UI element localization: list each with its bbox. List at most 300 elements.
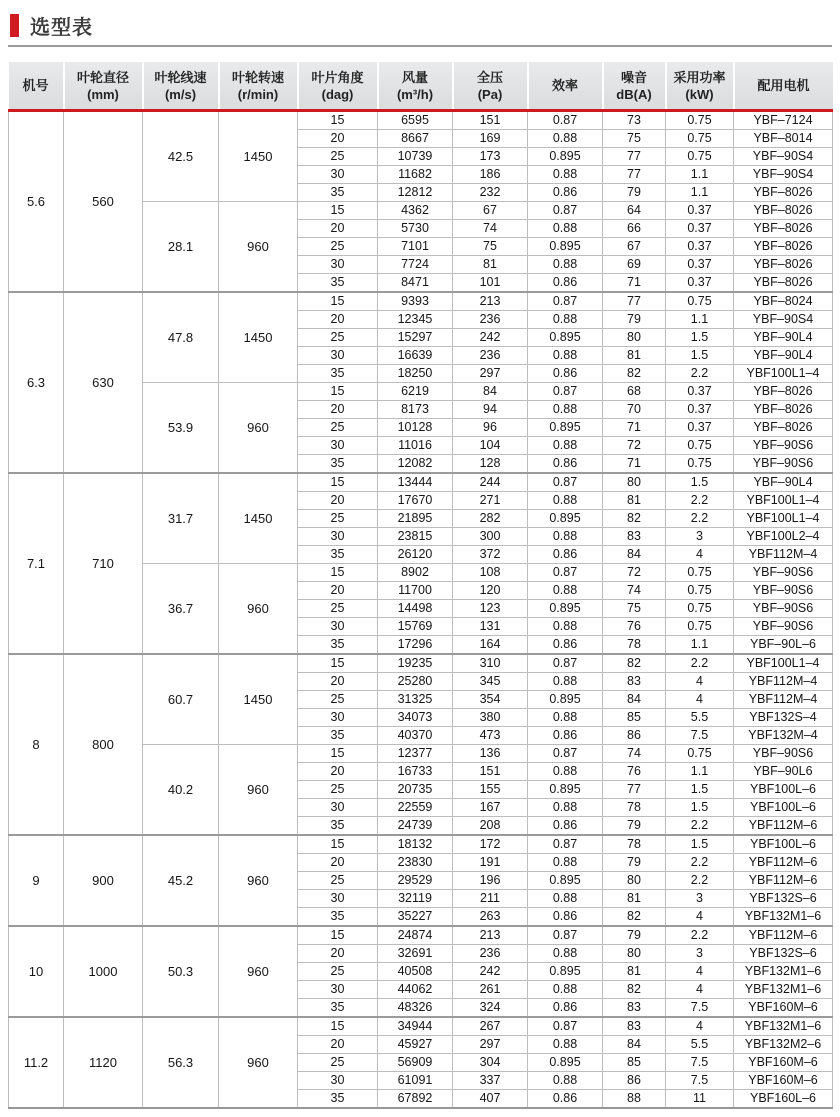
- blade-angle-cell: 35: [298, 184, 378, 202]
- blade-angle-cell: 15: [298, 564, 378, 582]
- power-cell: 0.75: [666, 130, 734, 148]
- noise-cell: 71: [603, 455, 666, 474]
- table-row: [9, 835, 833, 854]
- blade-angle-cell: 20: [298, 854, 378, 872]
- efficiency-cell: 0.86: [528, 184, 603, 202]
- blade-angle-cell: 15: [298, 202, 378, 220]
- air-flow-cell: 7724: [378, 256, 453, 274]
- col-header-blade-angle: 叶片角度 (dag): [298, 62, 378, 111]
- motor-cell: YBF–8026: [734, 383, 833, 401]
- power-cell: 0.37: [666, 256, 734, 274]
- noise-cell: 83: [603, 999, 666, 1018]
- efficiency-cell: 0.895: [528, 781, 603, 799]
- col-header-power: 采用功率 (kW): [666, 62, 734, 111]
- table-row: [9, 926, 833, 945]
- noise-cell: 64: [603, 202, 666, 220]
- air-flow-cell: 8471: [378, 274, 453, 293]
- blade-angle-cell: 30: [298, 1072, 378, 1090]
- efficiency-cell: 0.86: [528, 817, 603, 836]
- efficiency-cell: 0.86: [528, 727, 603, 745]
- power-cell: 0.75: [666, 600, 734, 618]
- efficiency-cell: 0.87: [528, 473, 603, 492]
- motor-cell: YBF100L1–4: [734, 365, 833, 383]
- efficiency-cell: 0.895: [528, 872, 603, 890]
- total-pressure-cell: 186: [453, 166, 528, 184]
- col-header-noise: 噪音 dB(A): [603, 62, 666, 111]
- power-cell: 2.2: [666, 492, 734, 510]
- selection-table-wrap: [8, 62, 832, 1109]
- noise-cell: 81: [603, 492, 666, 510]
- motor-cell: YBF–90S6: [734, 455, 833, 474]
- power-cell: 1.1: [666, 184, 734, 202]
- noise-cell: 84: [603, 1036, 666, 1054]
- power-cell: 1.1: [666, 311, 734, 329]
- blade-angle-cell: 25: [298, 691, 378, 709]
- power-cell: 1.5: [666, 835, 734, 854]
- efficiency-cell: 0.88: [528, 256, 603, 274]
- air-flow-cell: 23815: [378, 528, 453, 546]
- blade-angle-cell: 15: [298, 654, 378, 673]
- col-header-total-pressure: 全压 (Pa): [453, 62, 528, 111]
- air-flow-cell: 7101: [378, 238, 453, 256]
- line-speed-cell: 53.9: [143, 383, 219, 474]
- table-row: [9, 292, 833, 311]
- rotation-speed-cell: 960: [219, 1017, 298, 1108]
- air-flow-cell: 18250: [378, 365, 453, 383]
- efficiency-cell: 0.88: [528, 709, 603, 727]
- power-cell: 0.37: [666, 202, 734, 220]
- motor-cell: YBF–8026: [734, 256, 833, 274]
- total-pressure-cell: 128: [453, 455, 528, 474]
- total-pressure-cell: 211: [453, 890, 528, 908]
- power-cell: 0.75: [666, 148, 734, 166]
- efficiency-cell: 0.895: [528, 419, 603, 437]
- noise-cell: 83: [603, 528, 666, 546]
- efficiency-cell: 0.86: [528, 365, 603, 383]
- air-flow-cell: 40508: [378, 963, 453, 981]
- section-title: [10, 12, 832, 38]
- motor-cell: YBF–8026: [734, 401, 833, 419]
- table-row: [9, 111, 833, 130]
- motor-cell: YBF–90S4: [734, 311, 833, 329]
- blade-angle-cell: 25: [298, 872, 378, 890]
- blade-angle-cell: 35: [298, 636, 378, 655]
- machine-no-cell: 9: [9, 835, 64, 926]
- noise-cell: 86: [603, 727, 666, 745]
- blade-angle-cell: 20: [298, 130, 378, 148]
- air-flow-cell: 21895: [378, 510, 453, 528]
- blade-angle-cell: 30: [298, 618, 378, 636]
- rotation-speed-cell: 1450: [219, 111, 298, 202]
- total-pressure-cell: 169: [453, 130, 528, 148]
- impeller-diameter-cell: 800: [64, 654, 143, 835]
- total-pressure-cell: 310: [453, 654, 528, 673]
- power-cell: 0.75: [666, 618, 734, 636]
- motor-cell: YBF100L1–4: [734, 510, 833, 528]
- air-flow-cell: 32691: [378, 945, 453, 963]
- efficiency-cell: 0.87: [528, 111, 603, 130]
- air-flow-cell: 6595: [378, 111, 453, 130]
- efficiency-cell: 0.88: [528, 166, 603, 184]
- air-flow-cell: 61091: [378, 1072, 453, 1090]
- motor-cell: YBF112M–6: [734, 872, 833, 890]
- air-flow-cell: 35227: [378, 908, 453, 927]
- air-flow-cell: 44062: [378, 981, 453, 999]
- col-header-rotation-speed: 叶轮转速 (r/min): [219, 62, 298, 111]
- noise-cell: 80: [603, 945, 666, 963]
- motor-cell: YBF132M1–6: [734, 908, 833, 927]
- noise-cell: 80: [603, 329, 666, 347]
- total-pressure-cell: 236: [453, 347, 528, 365]
- motor-cell: YBF112M–4: [734, 691, 833, 709]
- efficiency-cell: 0.86: [528, 455, 603, 474]
- line-speed-cell: 60.7: [143, 654, 219, 745]
- total-pressure-cell: 75: [453, 238, 528, 256]
- power-cell: 1.5: [666, 473, 734, 492]
- noise-cell: 85: [603, 709, 666, 727]
- total-pressure-cell: 244: [453, 473, 528, 492]
- motor-cell: YBF132M2–6: [734, 1036, 833, 1054]
- noise-cell: 84: [603, 691, 666, 709]
- power-cell: 0.37: [666, 401, 734, 419]
- total-pressure-cell: 196: [453, 872, 528, 890]
- blade-angle-cell: 20: [298, 673, 378, 691]
- noise-cell: 81: [603, 963, 666, 981]
- machine-no-cell: 10: [9, 926, 64, 1017]
- air-flow-cell: 12082: [378, 455, 453, 474]
- col-header-machine-no: 机号: [9, 62, 64, 111]
- air-flow-cell: 18132: [378, 835, 453, 854]
- total-pressure-cell: 213: [453, 926, 528, 945]
- total-pressure-cell: 267: [453, 1017, 528, 1036]
- blade-angle-cell: 25: [298, 963, 378, 981]
- motor-cell: YBF–90S6: [734, 437, 833, 455]
- total-pressure-cell: 407: [453, 1090, 528, 1109]
- power-cell: 1.1: [666, 763, 734, 781]
- table-body: [9, 111, 833, 1109]
- power-cell: 0.37: [666, 220, 734, 238]
- total-pressure-cell: 380: [453, 709, 528, 727]
- machine-no-cell: 6.3: [9, 292, 64, 473]
- motor-cell: YBF–8014: [734, 130, 833, 148]
- blade-angle-cell: 15: [298, 835, 378, 854]
- line-speed-cell: 28.1: [143, 202, 219, 293]
- motor-cell: YBF132M1–6: [734, 963, 833, 981]
- motor-cell: YBF–90L4: [734, 473, 833, 492]
- efficiency-cell: 0.86: [528, 636, 603, 655]
- blade-angle-cell: 35: [298, 999, 378, 1018]
- efficiency-cell: 0.895: [528, 963, 603, 981]
- total-pressure-cell: 297: [453, 365, 528, 383]
- red-accent-bar: [10, 14, 19, 37]
- table-row: [9, 654, 833, 673]
- efficiency-cell: 0.895: [528, 148, 603, 166]
- motor-cell: YBF–90L–6: [734, 636, 833, 655]
- motor-cell: YBF–90S6: [734, 618, 833, 636]
- motor-cell: YBF132S–4: [734, 709, 833, 727]
- efficiency-cell: 0.88: [528, 528, 603, 546]
- col-header-line-speed: 叶轮线速 (m/s): [143, 62, 219, 111]
- blade-angle-cell: 35: [298, 1090, 378, 1109]
- blade-angle-cell: 20: [298, 492, 378, 510]
- efficiency-cell: 0.895: [528, 329, 603, 347]
- air-flow-cell: 12345: [378, 311, 453, 329]
- blade-angle-cell: 35: [298, 817, 378, 836]
- power-cell: 0.37: [666, 419, 734, 437]
- power-cell: 4: [666, 981, 734, 999]
- power-cell: 3: [666, 945, 734, 963]
- air-flow-cell: 15297: [378, 329, 453, 347]
- air-flow-cell: 24874: [378, 926, 453, 945]
- power-cell: 2.2: [666, 817, 734, 836]
- blade-angle-cell: 30: [298, 981, 378, 999]
- noise-cell: 77: [603, 781, 666, 799]
- machine-no-cell: 5.6: [9, 111, 64, 293]
- air-flow-cell: 16639: [378, 347, 453, 365]
- motor-cell: YBF160M–6: [734, 1072, 833, 1090]
- noise-cell: 80: [603, 473, 666, 492]
- power-cell: 4: [666, 908, 734, 927]
- efficiency-cell: 0.88: [528, 1036, 603, 1054]
- efficiency-cell: 0.88: [528, 401, 603, 419]
- motor-cell: YBF–8026: [734, 419, 833, 437]
- air-flow-cell: 31325: [378, 691, 453, 709]
- total-pressure-cell: 232: [453, 184, 528, 202]
- power-cell: 0.37: [666, 238, 734, 256]
- power-cell: 2.2: [666, 510, 734, 528]
- air-flow-cell: 67892: [378, 1090, 453, 1109]
- total-pressure-cell: 136: [453, 745, 528, 763]
- rotation-speed-cell: 960: [219, 926, 298, 1017]
- motor-cell: YBF112M–4: [734, 673, 833, 691]
- power-cell: 0.75: [666, 437, 734, 455]
- efficiency-cell: 0.87: [528, 745, 603, 763]
- motor-cell: YBF100L1–4: [734, 654, 833, 673]
- power-cell: 3: [666, 890, 734, 908]
- rotation-speed-cell: 1450: [219, 292, 298, 383]
- power-cell: 11: [666, 1090, 734, 1109]
- noise-cell: 79: [603, 926, 666, 945]
- efficiency-cell: 0.87: [528, 564, 603, 582]
- blade-angle-cell: 20: [298, 401, 378, 419]
- motor-cell: YBF112M–4: [734, 546, 833, 564]
- air-flow-cell: 45927: [378, 1036, 453, 1054]
- motor-cell: YBF–90L6: [734, 763, 833, 781]
- noise-cell: 76: [603, 763, 666, 781]
- motor-cell: YBF–90L4: [734, 329, 833, 347]
- air-flow-cell: 5730: [378, 220, 453, 238]
- blade-angle-cell: 30: [298, 166, 378, 184]
- noise-cell: 81: [603, 347, 666, 365]
- noise-cell: 78: [603, 799, 666, 817]
- impeller-diameter-cell: 630: [64, 292, 143, 473]
- total-pressure-cell: 173: [453, 148, 528, 166]
- air-flow-cell: 8667: [378, 130, 453, 148]
- line-speed-cell: 40.2: [143, 745, 219, 836]
- line-speed-cell: 45.2: [143, 835, 219, 926]
- blade-angle-cell: 20: [298, 582, 378, 600]
- blade-angle-cell: 20: [298, 945, 378, 963]
- power-cell: 5.5: [666, 709, 734, 727]
- power-cell: 2.2: [666, 872, 734, 890]
- noise-cell: 82: [603, 365, 666, 383]
- line-speed-cell: 56.3: [143, 1017, 219, 1108]
- noise-cell: 69: [603, 256, 666, 274]
- noise-cell: 81: [603, 890, 666, 908]
- impeller-diameter-cell: 900: [64, 835, 143, 926]
- total-pressure-cell: 236: [453, 311, 528, 329]
- blade-angle-cell: 20: [298, 311, 378, 329]
- noise-cell: 71: [603, 419, 666, 437]
- noise-cell: 78: [603, 636, 666, 655]
- blade-angle-cell: 25: [298, 148, 378, 166]
- total-pressure-cell: 263: [453, 908, 528, 927]
- air-flow-cell: 11682: [378, 166, 453, 184]
- efficiency-cell: 0.88: [528, 618, 603, 636]
- power-cell: 2.2: [666, 926, 734, 945]
- air-flow-cell: 25280: [378, 673, 453, 691]
- noise-cell: 83: [603, 1017, 666, 1036]
- air-flow-cell: 26120: [378, 546, 453, 564]
- noise-cell: 78: [603, 835, 666, 854]
- blade-angle-cell: 25: [298, 1054, 378, 1072]
- efficiency-cell: 0.88: [528, 1072, 603, 1090]
- power-cell: 0.75: [666, 292, 734, 311]
- motor-cell: YBF–8026: [734, 184, 833, 202]
- total-pressure-cell: 271: [453, 492, 528, 510]
- total-pressure-cell: 131: [453, 618, 528, 636]
- machine-no-cell: 11.2: [9, 1017, 64, 1108]
- noise-cell: 74: [603, 745, 666, 763]
- total-pressure-cell: 297: [453, 1036, 528, 1054]
- power-cell: 0.75: [666, 745, 734, 763]
- impeller-diameter-cell: 1000: [64, 926, 143, 1017]
- machine-no-cell: 8: [9, 654, 64, 835]
- impeller-diameter-cell: 560: [64, 111, 143, 293]
- power-cell: 0.75: [666, 564, 734, 582]
- blade-angle-cell: 25: [298, 238, 378, 256]
- blade-angle-cell: 15: [298, 292, 378, 311]
- noise-cell: 72: [603, 564, 666, 582]
- power-cell: 0.37: [666, 383, 734, 401]
- air-flow-cell: 6219: [378, 383, 453, 401]
- total-pressure-cell: 151: [453, 111, 528, 130]
- air-flow-cell: 40370: [378, 727, 453, 745]
- total-pressure-cell: 473: [453, 727, 528, 745]
- col-header-efficiency: 效率: [528, 62, 603, 111]
- line-speed-cell: 31.7: [143, 473, 219, 564]
- total-pressure-cell: 261: [453, 981, 528, 999]
- power-cell: 4: [666, 963, 734, 981]
- motor-cell: YBF–90L4: [734, 347, 833, 365]
- blade-angle-cell: 20: [298, 220, 378, 238]
- power-cell: 1.5: [666, 799, 734, 817]
- power-cell: 2.2: [666, 854, 734, 872]
- efficiency-cell: 0.895: [528, 691, 603, 709]
- total-pressure-cell: 242: [453, 329, 528, 347]
- motor-cell: YBF132S–6: [734, 890, 833, 908]
- noise-cell: 79: [603, 311, 666, 329]
- power-cell: 0.75: [666, 455, 734, 474]
- noise-cell: 88: [603, 1090, 666, 1109]
- total-pressure-cell: 120: [453, 582, 528, 600]
- power-cell: 1.1: [666, 636, 734, 655]
- power-cell: 3: [666, 528, 734, 546]
- total-pressure-cell: 94: [453, 401, 528, 419]
- total-pressure-cell: 155: [453, 781, 528, 799]
- noise-cell: 77: [603, 148, 666, 166]
- motor-cell: YBF100L1–4: [734, 492, 833, 510]
- noise-cell: 80: [603, 872, 666, 890]
- total-pressure-cell: 242: [453, 963, 528, 981]
- noise-cell: 82: [603, 908, 666, 927]
- power-cell: 4: [666, 691, 734, 709]
- rotation-speed-cell: 1450: [219, 654, 298, 745]
- efficiency-cell: 0.86: [528, 274, 603, 293]
- total-pressure-cell: 164: [453, 636, 528, 655]
- blade-angle-cell: 15: [298, 111, 378, 130]
- total-pressure-cell: 282: [453, 510, 528, 528]
- noise-cell: 83: [603, 673, 666, 691]
- air-flow-cell: 48326: [378, 999, 453, 1018]
- total-pressure-cell: 208: [453, 817, 528, 836]
- air-flow-cell: 9393: [378, 292, 453, 311]
- total-pressure-cell: 236: [453, 945, 528, 963]
- air-flow-cell: 14498: [378, 600, 453, 618]
- blade-angle-cell: 35: [298, 908, 378, 927]
- air-flow-cell: 12812: [378, 184, 453, 202]
- blade-angle-cell: 15: [298, 1017, 378, 1036]
- motor-cell: YBF100L–6: [734, 835, 833, 854]
- motor-cell: YBF160M–6: [734, 1054, 833, 1072]
- blade-angle-cell: 30: [298, 799, 378, 817]
- total-pressure-cell: 324: [453, 999, 528, 1018]
- rotation-speed-cell: 960: [219, 564, 298, 655]
- blade-angle-cell: 30: [298, 709, 378, 727]
- motor-cell: YBF–8026: [734, 202, 833, 220]
- line-speed-cell: 42.5: [143, 111, 219, 202]
- air-flow-cell: 12377: [378, 745, 453, 763]
- power-cell: 0.75: [666, 111, 734, 130]
- efficiency-cell: 0.87: [528, 835, 603, 854]
- power-cell: 2.2: [666, 365, 734, 383]
- noise-cell: 79: [603, 817, 666, 836]
- blade-angle-cell: 35: [298, 455, 378, 474]
- noise-cell: 85: [603, 1054, 666, 1072]
- blade-angle-cell: 25: [298, 329, 378, 347]
- efficiency-cell: 0.88: [528, 981, 603, 999]
- noise-cell: 82: [603, 654, 666, 673]
- col-header-motor: 配用电机: [734, 62, 833, 111]
- line-speed-cell: 36.7: [143, 564, 219, 655]
- total-pressure-cell: 84: [453, 383, 528, 401]
- rotation-speed-cell: 960: [219, 383, 298, 474]
- efficiency-cell: 0.895: [528, 238, 603, 256]
- efficiency-cell: 0.88: [528, 492, 603, 510]
- motor-cell: YBF100L–6: [734, 799, 833, 817]
- col-header-air-flow: 风量 (m³/h): [378, 62, 453, 111]
- power-cell: 4: [666, 546, 734, 564]
- air-flow-cell: 34944: [378, 1017, 453, 1036]
- efficiency-cell: 0.87: [528, 202, 603, 220]
- blade-angle-cell: 35: [298, 727, 378, 745]
- page-title: 选型表: [30, 16, 93, 39]
- noise-cell: 74: [603, 582, 666, 600]
- table-row: [9, 1017, 833, 1036]
- power-cell: 2.2: [666, 654, 734, 673]
- blade-angle-cell: 30: [298, 256, 378, 274]
- rotation-speed-cell: 960: [219, 202, 298, 293]
